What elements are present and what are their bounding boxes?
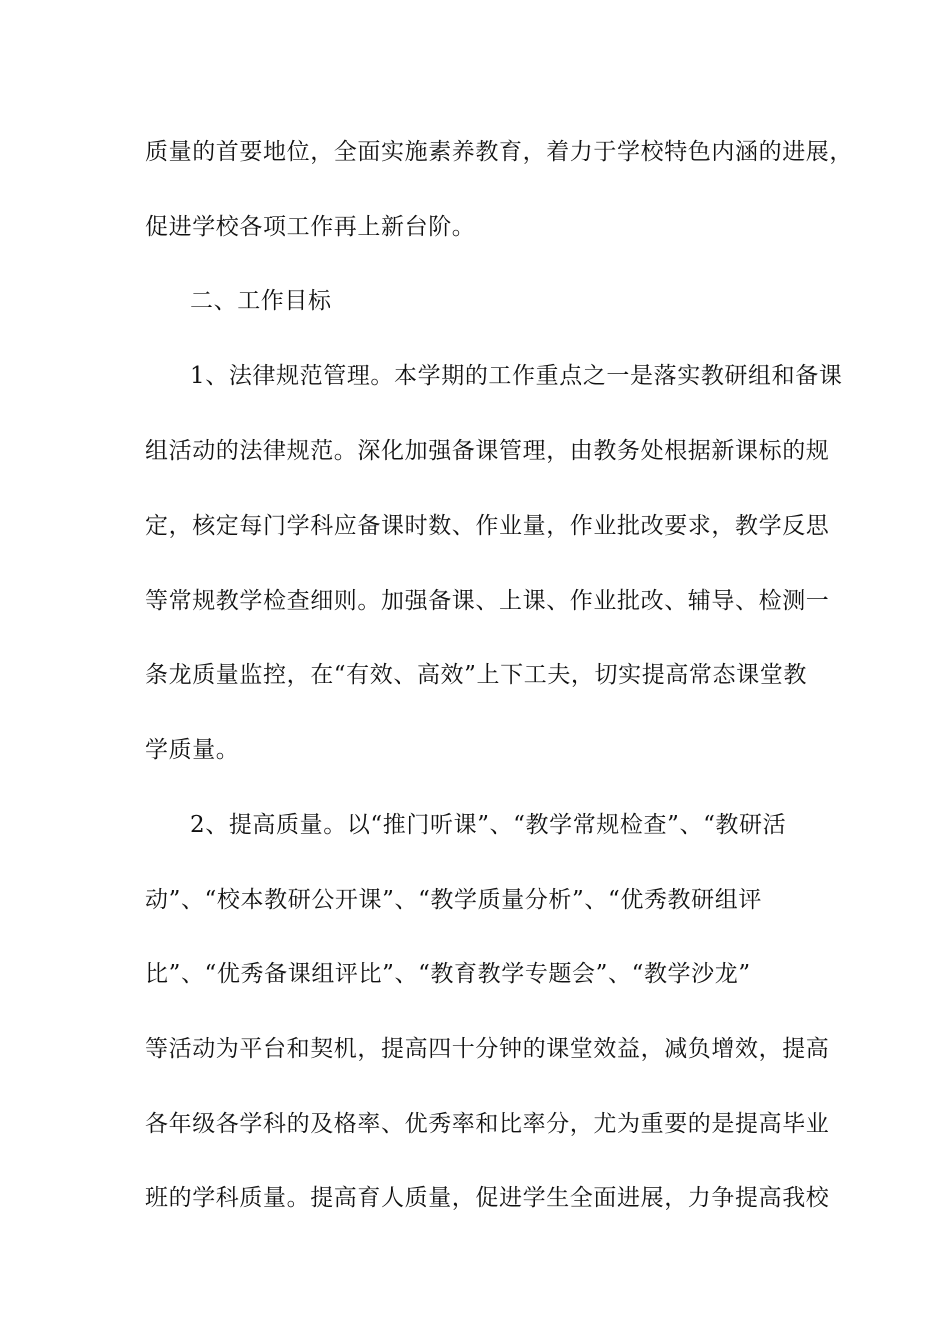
paragraph-line: 等常规教学检查细则。加强备课、上课、作业批改、辅导、检测一 xyxy=(145,588,830,614)
paragraph-line: 班的学科质量。提高育人质量，促进学生全面进展，力争提高我校 xyxy=(145,1185,830,1211)
paragraph-line: 动”、“校本教研公开课”、“教学质量分析”、“优秀教研组评 xyxy=(145,887,762,913)
paragraph-line: 促进学校各项工作再上新台阶。 xyxy=(145,214,476,240)
paragraph-line: 组活动的法律规范。深化加强备课管理，由教务处根据新课标的规 xyxy=(145,438,830,464)
paragraph-line: 比”、“优秀备课组评比”、“教育教学专题会”、“教学沙龙” xyxy=(145,961,751,987)
section-heading: 二、工作目标 xyxy=(190,288,332,314)
paragraph-line: 定，核定每门学科应备课时数、作业量，作业批改要求，教学反思 xyxy=(145,513,830,539)
paragraph-line: 1、法律规范管理。本学期的工作重点之一是落实教研组和备课 xyxy=(190,363,843,389)
paragraph-line: 条龙质量监控，在“有效、高效”上下工夫，切实提高常态课堂教 xyxy=(145,662,807,688)
paragraph-line: 学质量。 xyxy=(145,737,240,763)
paragraph-line: 质量的首要地位，全面实施素养教育，着力于学校特色内涵的进展， xyxy=(145,139,853,165)
paragraph-line: 等活动为平台和契机，提高四十分钟的课堂效益，减负增效，提高 xyxy=(145,1036,830,1062)
paragraph-line: 2、提高质量。以“推门听课”、“教学常规检查”、“教研活 xyxy=(190,812,787,838)
paragraph-line: 各年级各学科的及格率、优秀率和比率分，尤为重要的是提高毕业 xyxy=(145,1111,830,1137)
